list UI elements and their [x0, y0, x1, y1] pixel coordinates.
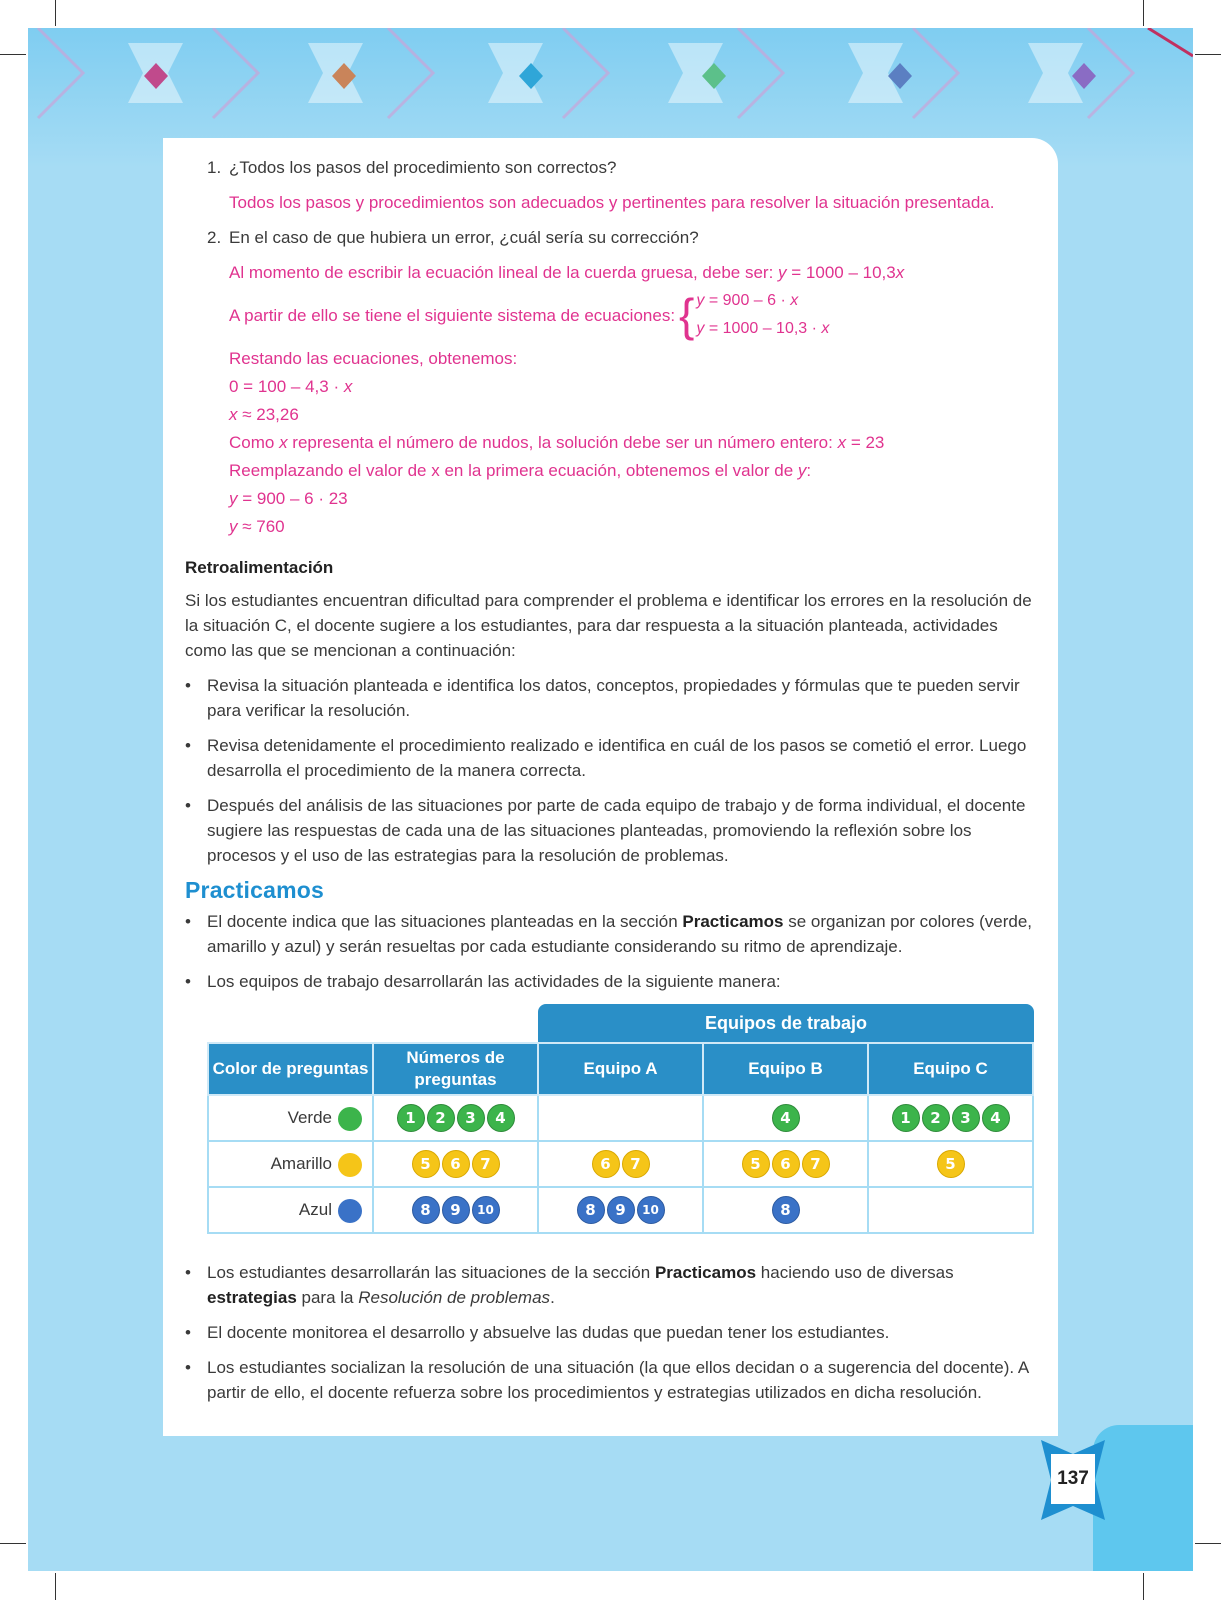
- bullet-icon: •: [185, 1358, 191, 1377]
- table-cell: [703, 1095, 868, 1141]
- list-item: [185, 1320, 1035, 1345]
- table-cell: [868, 1187, 1033, 1233]
- question-number: 2.: [207, 228, 222, 247]
- math-var: y: [797, 461, 807, 480]
- question-number-badge: 8: [577, 1196, 605, 1224]
- math-var: y: [229, 517, 238, 536]
- crop-mark: [55, 1573, 56, 1600]
- column-header: Color de preguntas: [208, 1043, 373, 1095]
- table-body: [208, 1095, 1033, 1233]
- color-label-cell: [208, 1095, 373, 1141]
- table-cell: [373, 1095, 538, 1141]
- column-header: Números de preguntas: [373, 1043, 538, 1095]
- math-var: x: [229, 405, 238, 424]
- solution-step: Restando las ecuaciones, obtenemos:: [229, 349, 518, 368]
- page-number-badge: [1035, 1440, 1111, 1520]
- answer-1: Todos los pasos y procedimientos son adecuados y pertinentes para resolver la situación presentada.: [229, 193, 995, 212]
- question-number-badge: 4: [487, 1104, 515, 1132]
- solution-step: [229, 457, 1035, 485]
- text: El docente indica que las situaciones planteadas en la sección: [207, 912, 683, 931]
- question-number-badge: 5: [937, 1150, 965, 1178]
- bold-text: estrategias: [207, 1288, 297, 1307]
- question-number-badge: 2: [427, 1104, 455, 1132]
- system-eq-2: [696, 315, 829, 343]
- column-header: Equipo C: [868, 1043, 1033, 1095]
- question-number-badge: 9: [442, 1196, 470, 1224]
- math-var: y: [696, 292, 705, 309]
- bullet-icon: •: [185, 912, 191, 931]
- text: para la: [296, 1288, 359, 1307]
- list-item-text: Después del análisis de las situaciones por parte de cada equipo de trabajo y de forma individual, el docente sugiere las respuestas de cada una de las situaciones planteadas, promoviendo la reflexión sobre los procesos y el uso de las estrategias para la resolución de problemas.: [207, 796, 1026, 865]
- list-item-text: Revisa detenidamente el procedimiento realizado e identifica en cuál de los pasos se cometió el error. Luego desarrolla el procedimiento de la manera correcta.: [207, 736, 1027, 780]
- table-cell: [538, 1187, 703, 1233]
- bold-text: Practicamos: [682, 912, 784, 931]
- question-number-badge: 8: [772, 1196, 800, 1224]
- math-var: x: [343, 377, 353, 396]
- practice-list-2: [185, 1260, 1035, 1405]
- practice-list: [185, 909, 1035, 994]
- color-swatch-icon: [338, 1107, 362, 1131]
- table-cell: [868, 1095, 1033, 1141]
- table-row: [208, 1187, 1033, 1233]
- list-item-text: Revisa la situación planteada e identifica los datos, conceptos, propiedades y fórmulas que te pueden servir para verificar la resolución.: [207, 676, 1020, 720]
- text: .: [550, 1288, 555, 1307]
- bullet-icon: •: [185, 972, 191, 991]
- math-var: x: [895, 263, 905, 282]
- crop-mark: [0, 1543, 26, 1544]
- question-number-badge: 6: [772, 1150, 800, 1178]
- question-number-badge: 1: [892, 1104, 920, 1132]
- text: haciendo uso de diversas: [756, 1263, 954, 1282]
- math-var: y: [778, 263, 787, 282]
- bullet-icon: •: [185, 1263, 191, 1282]
- question-number-badge: 4: [772, 1104, 800, 1132]
- bullet-icon: •: [185, 1323, 191, 1342]
- question-number-badge: 7: [472, 1150, 500, 1178]
- bullet-icon: •: [185, 736, 191, 755]
- solution-step: [229, 485, 1035, 513]
- system-equations: [696, 287, 829, 343]
- table-row: [208, 1141, 1033, 1187]
- bold-text: Practicamos: [654, 1263, 757, 1282]
- math-var: y: [229, 489, 238, 508]
- color-swatch-icon: [338, 1199, 362, 1223]
- question-number-badge: 5: [412, 1150, 440, 1178]
- question-text: ¿Todos los pasos del procedimiento son correctos?: [229, 158, 617, 177]
- question-1: [185, 155, 1035, 180]
- bullet-icon: •: [185, 796, 191, 815]
- question-number-badge: 2: [922, 1104, 950, 1132]
- question-2: [185, 225, 1035, 250]
- question-number-badge: 8: [412, 1196, 440, 1224]
- list-item: [185, 673, 1035, 723]
- equation-system: [185, 287, 1035, 343]
- table-group-header: Equipos de trabajo: [538, 1004, 1034, 1042]
- page-content: [185, 155, 1035, 1415]
- list-item: [185, 969, 1035, 994]
- math-expr: 0 = 100 – 4,3 ·: [229, 377, 344, 396]
- solution-steps: [185, 345, 1035, 541]
- crop-mark: [0, 54, 26, 55]
- math-var: x: [790, 292, 799, 309]
- brace-icon: {: [679, 289, 695, 341]
- solution-step: [229, 373, 1035, 401]
- table-cell: [538, 1141, 703, 1187]
- math-expr: = 23: [846, 433, 885, 452]
- solution-step: [229, 429, 1035, 457]
- solution-step: [229, 513, 1035, 541]
- crop-mark: [1195, 1543, 1221, 1544]
- text: Los estudiantes desarrollarán las situaciones de la sección: [207, 1263, 655, 1282]
- text: :: [806, 461, 812, 480]
- question-number-badge: 10: [637, 1196, 665, 1224]
- list-item: [185, 1260, 1035, 1310]
- text: Como: [229, 433, 280, 452]
- list-item: [185, 909, 1035, 959]
- table-cell: [703, 1141, 868, 1187]
- color-label: Amarillo: [270, 1154, 332, 1174]
- system-eq-1: [696, 287, 829, 315]
- math-expr: ≈ 23,26: [237, 405, 299, 424]
- table-cell: [373, 1141, 538, 1187]
- color-label: Verde: [287, 1108, 332, 1128]
- question-number-badge: 10: [472, 1196, 500, 1224]
- color-label-cell: [208, 1187, 373, 1233]
- assignment-table: [207, 1042, 1034, 1234]
- correction-text: Al momento de escribir la ecuación lineal de la cuerda gruesa, debe ser:: [229, 263, 779, 282]
- question-number-badge: 9: [607, 1196, 635, 1224]
- question-number-badge: 4: [982, 1104, 1010, 1132]
- question-number-badge: 1: [397, 1104, 425, 1132]
- question-number-badge: 7: [622, 1150, 650, 1178]
- text: representa el número de nudos, la solución debe ser un número entero:: [287, 433, 838, 452]
- math-var: y: [696, 320, 705, 337]
- teams-table: [207, 1004, 1034, 1234]
- color-label-cell: [208, 1141, 373, 1187]
- math-expr: = 900 – 6 · 23: [237, 489, 348, 508]
- list-item-text: Los estudiantes socializan la resolución de una situación (la que ellos decidan o a sugerencia del docente). A partir de ello, el docente refuerza sobre los procedimientos y estrategias utilizados en dicha resolución.: [207, 1358, 1029, 1402]
- system-intro: A partir de ello se tiene el siguiente sistema de ecuaciones:: [229, 305, 676, 325]
- question-number-badge: 7: [802, 1150, 830, 1178]
- question-number-badge: 6: [592, 1150, 620, 1178]
- correction-line: [185, 260, 1035, 285]
- question-number-badge: 3: [457, 1104, 485, 1132]
- crop-mark: [1143, 0, 1144, 26]
- math-expr: = 1000 – 10,3 ·: [704, 320, 822, 337]
- list-item-text: Los equipos de trabajo desarrollarán las actividades de la siguiente manera:: [207, 972, 781, 991]
- practice-title: Practicamos: [185, 877, 324, 903]
- question-text: En el caso de que hubiera un error, ¿cuál sería su corrección?: [229, 228, 699, 247]
- text: se organizan por colores (verde, amarillo y azul) y serán resueltas por cada estudiante considerando su ritmo de aprendizaje.: [207, 912, 1033, 956]
- table-cell: [538, 1095, 703, 1141]
- math-expr: ≈ 760: [237, 517, 285, 536]
- solution-step: [229, 401, 1035, 429]
- crop-mark: [1143, 1573, 1144, 1600]
- text: Reemplazando el valor de x en la primera ecuación, obtenemos el valor de: [229, 461, 798, 480]
- table-cell: [703, 1187, 868, 1233]
- question-number-badge: 3: [952, 1104, 980, 1132]
- color-swatch-icon: [338, 1153, 362, 1177]
- page-number: 137: [1051, 1454, 1095, 1504]
- list-item: [185, 1355, 1035, 1405]
- math-expr: = 900 – 6 ·: [704, 292, 791, 309]
- crop-mark: [55, 0, 56, 26]
- math-var: x: [279, 433, 288, 452]
- feedback-list: [185, 673, 1035, 868]
- math-expr: = 1000 – 10,3: [786, 263, 896, 282]
- question-number: 1.: [207, 158, 222, 177]
- italic-text: Resolución de problemas: [358, 1288, 551, 1307]
- table-cell: [373, 1187, 538, 1233]
- bullet-icon: •: [185, 676, 191, 695]
- column-header: Equipo A: [538, 1043, 703, 1095]
- column-header: Equipo B: [703, 1043, 868, 1095]
- list-item-text: El docente monitorea el desarrollo y absuelve las dudas que puedan tener los estudiantes.: [207, 1323, 890, 1342]
- table-header-row: [208, 1043, 1033, 1095]
- table-cell: [868, 1141, 1033, 1187]
- feedback-title: Retroalimentación: [185, 558, 334, 577]
- crop-mark: [1195, 54, 1221, 55]
- math-var: x: [821, 320, 830, 337]
- question-number-badge: 6: [442, 1150, 470, 1178]
- list-item: [185, 733, 1035, 783]
- table-row: [208, 1095, 1033, 1141]
- feedback-intro: Si los estudiantes encuentran dificultad para comprender el problema e identificar los errores en la resolución de la situación C, el docente sugiere a los estudiantes, para dar respuesta a la situación planteada, actividades como las que se mencionan a continuación:: [185, 591, 1032, 660]
- color-label: Azul: [298, 1200, 332, 1220]
- math-var: x: [837, 433, 847, 452]
- question-number-badge: 5: [742, 1150, 770, 1178]
- list-item: [185, 793, 1035, 868]
